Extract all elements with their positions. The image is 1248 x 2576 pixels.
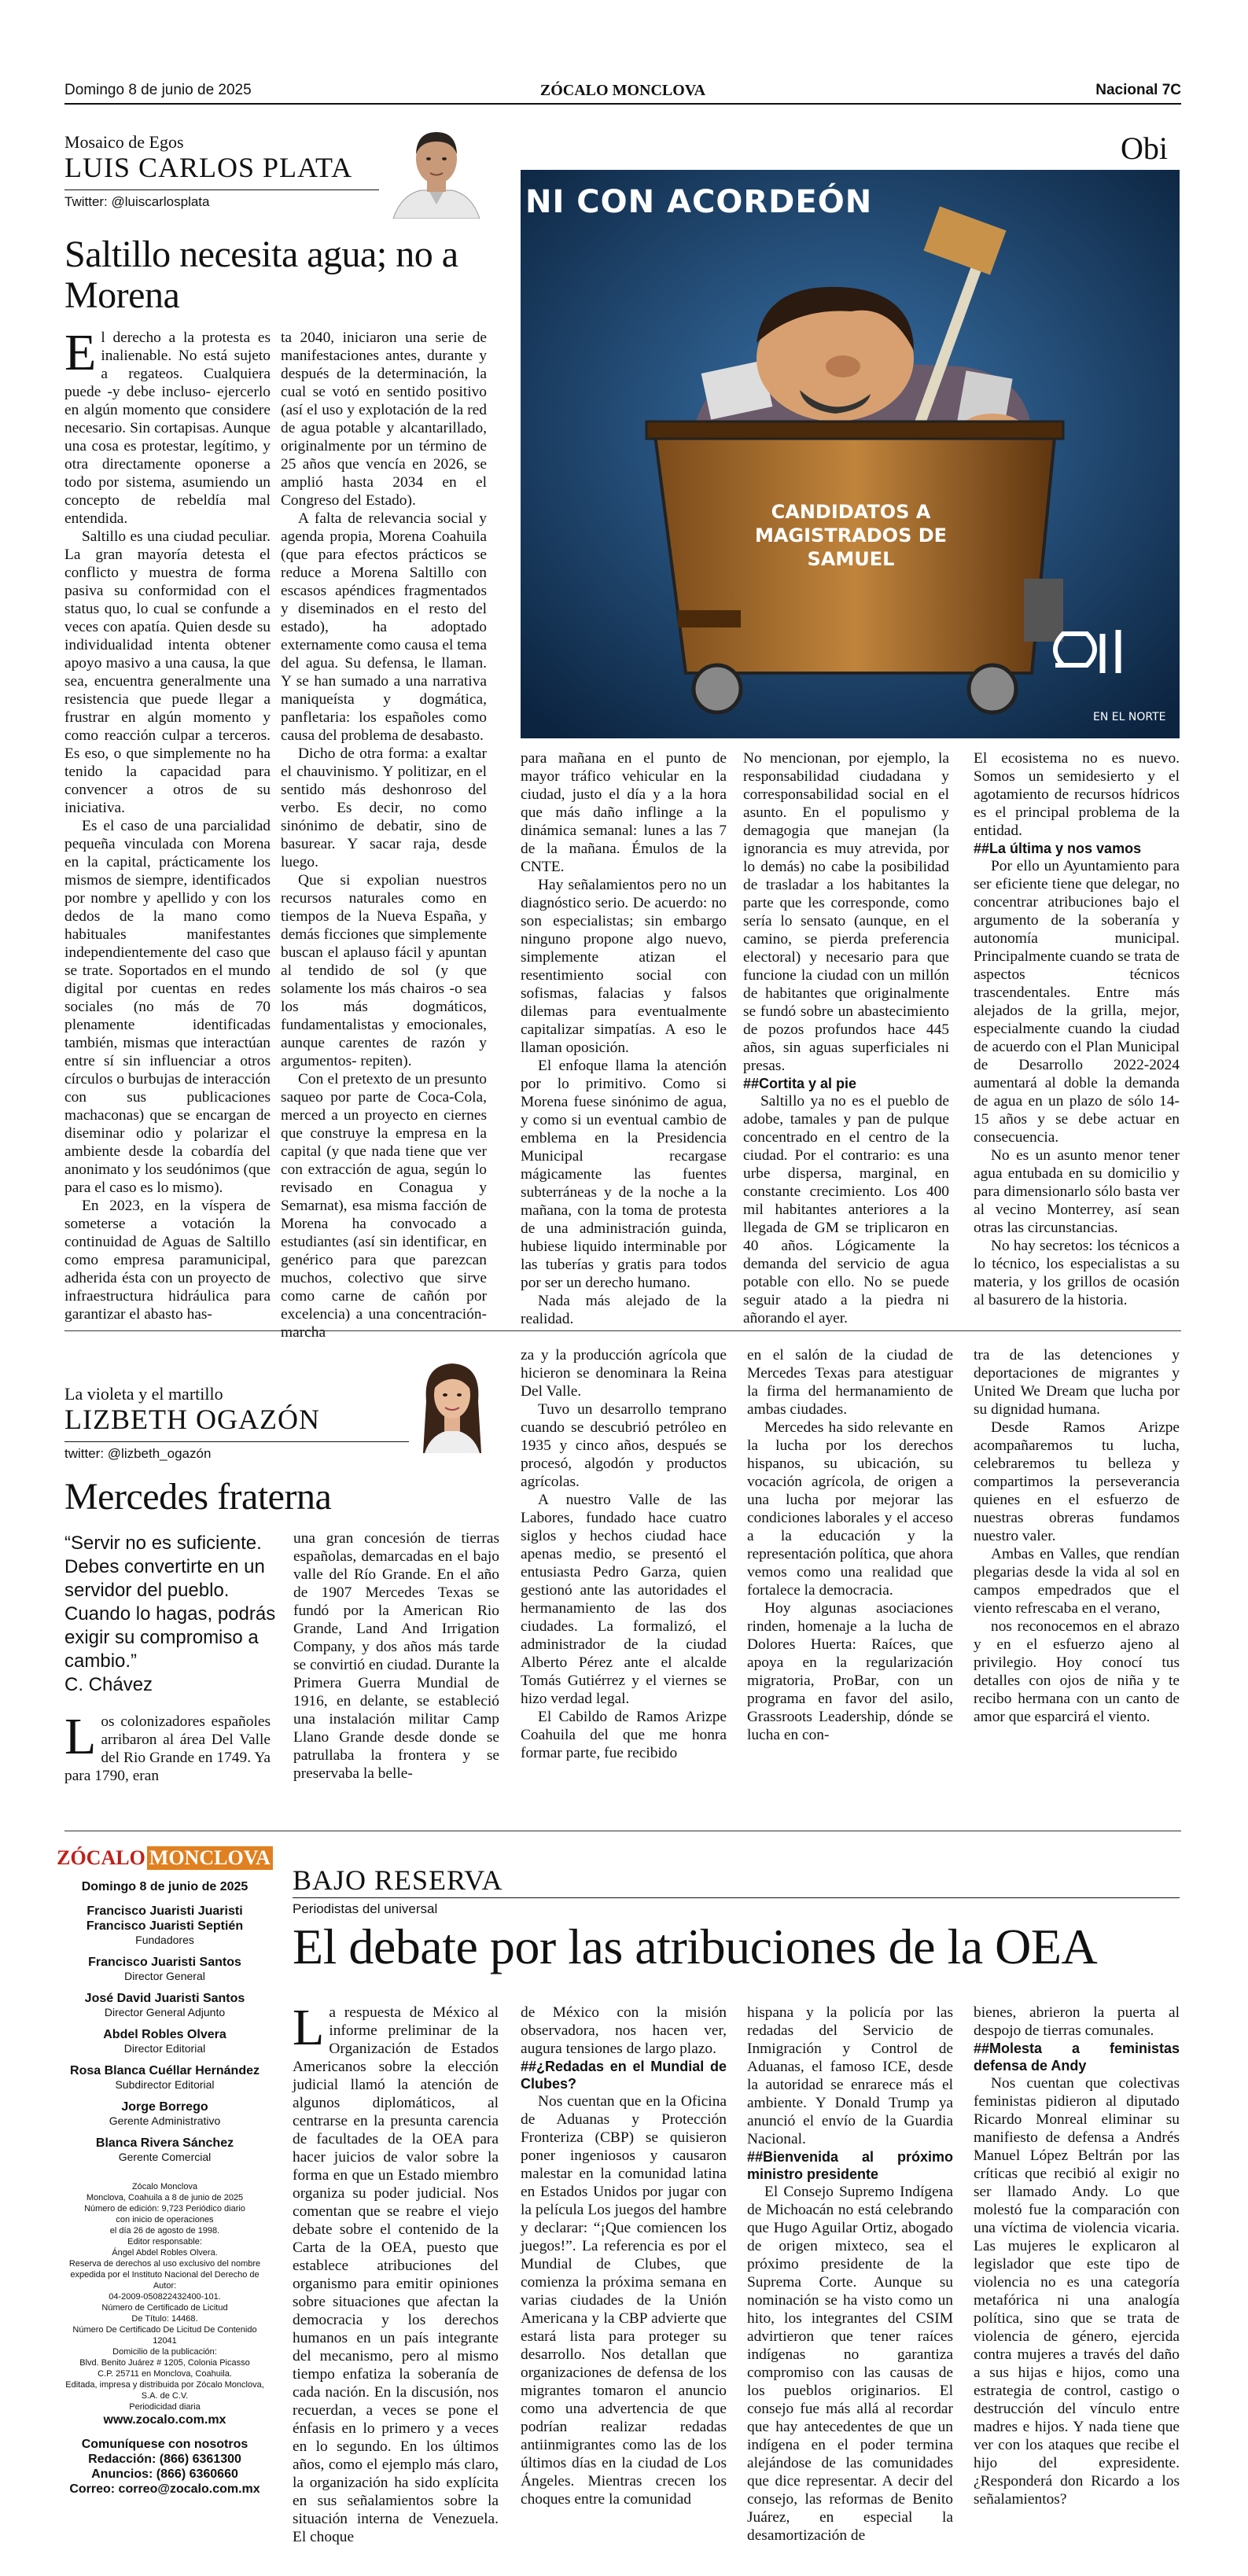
paragraph: Los colonizadores españoles arribaron al área Del Valle del Rio Grande en 1749. Ya para 1790, eran xyxy=(64,1708,271,1784)
col1-text-col-2 xyxy=(281,329,487,1341)
paragraph: de México con la misión observadora, nos hacen ver, augura tensiones de largo plazo. xyxy=(521,2004,727,2057)
col2-author-photo xyxy=(409,1354,495,1453)
masthead-legal: Zócalo Monclova Monclova, Coahuila a 8 de junio de 2025 Número de edición: 9,723 Periódico diario con inicio de operaciones el día 26 de agosto de 1998. Editor responsable: Ángel Abdel Robles Olvera. Reserva de derechos al uso exclusivo del nombre expedida por el Instituto Nacional del Derecho de Autor: 04-2009-050822432400-101. Número de Certificado de Licitud De Título: 14468. Número De Certificado De Licitud De Contenido 12041 Domicilio de la publicación: Blvd. Benito Juárez # 1205, Colonia Picasso C.P. 25711 en Monclova, Coahuila. Editada, impresa y distribuida por Zócalo Monclova, S.A. de C.V. Periodicidad diaria xyxy=(65,2182,264,2412)
staff-name: Jorge Borrego xyxy=(121,2100,208,2114)
col2-text-col-2 xyxy=(293,1529,499,1783)
header-page: Nacional 7C xyxy=(1095,82,1181,98)
staff-role: Gerente Administrativo xyxy=(109,2114,221,2127)
bajo-text-col-2 xyxy=(521,2004,727,2508)
staff-role: Director General Adjunto xyxy=(104,2006,226,2018)
paragraph: Es el caso de una parcialidad pequeña vinculada con Morena en la capital, prácticamente los mismos de siempre, identificados por nombre y apellido y con los dedos de la mano como habituales manifestantes independientemente del caso que se trate. Soportados en el mundo digital por cuentas en redes sociales (no más de 70 plenamente identificadas también, mismas que interactúan entre sí sin influenciar a otros círculos o burbujas de interacción con sus publicaciones machaconas) que se encargan de diseminar odio y polarizar el ambiente desde la cobardía del anonimato y los seudónimos (que para el caso es lo mismo). xyxy=(64,818,271,1196)
paragraph: Con el pretexto de un presunto saqueo por parte de Coca-Cola, merced a un proyecto en ciernes que construye la empresa en la capital (y que nada tiene que ver con extracción de agua, según lo revisado en Conagua y Semarnat), esa misma facción de Morena ha convocado a estudiantes (así sin identificar, en genérico para que parezcan muchos, colectivo que sirve como carne de cañón por excelencia) a una concentración-marcha xyxy=(281,1071,487,1341)
subheading: ##La última y nos vamos xyxy=(974,841,1142,856)
masthead-logo-right: MONCLOVA xyxy=(147,1846,273,1870)
paragraph: bienes, abrieron la puerta al despojo de tierras comunales. xyxy=(974,2004,1180,2039)
col2-author-rule xyxy=(64,1441,410,1442)
subheading: ##Molesta a feministas defensa de Andy xyxy=(974,2041,1180,2074)
paragraph: No hay secretos: los técnicos a lo técnico, los especialistas a su materia, y los grillos de ocasión al basurero de la historia. xyxy=(974,1238,1180,1308)
bajo-text-col-1 xyxy=(293,1999,499,2546)
bajo-text-col-4 xyxy=(974,2004,1180,2508)
cartoon-credit: EN EL NORTE xyxy=(1093,711,1166,723)
col2-twitter: twitter: @lizbeth_ogazón xyxy=(64,1446,212,1461)
staff-name: Francisco Juaristi Juaristi Francisco Juaristi Septién xyxy=(86,1904,244,1933)
header-date: Domingo 8 de junio de 2025 xyxy=(64,82,252,98)
drop-cap: L xyxy=(64,1708,97,1765)
bajo-rule xyxy=(293,1897,1180,1898)
paragraph: para mañana en el punto de mayor tráfico vehicular en la ciudad, justo el día y a la hora que más daño inflinge a la dinámica semanal: lunes a las 7 de la mañana. Émulos de la CNTE. xyxy=(521,750,727,875)
paragraph: En 2023, en la víspera de someterse a votación la continuidad de Aguas de Saltillo como empresa paramunicipal, adherida ésta con un proyecto de infraestructura hidráulica para garantizar el abasto has- xyxy=(64,1198,271,1323)
cartoon-can-text: CANDIDATOS A MAGISTRADOS DE SAMUEL xyxy=(754,501,948,570)
paragraph: Saltillo ya no es el pueblo de adobe, tamales y pan de pulque concentrado en el centro de la ciudad. Por el contrario: es una urbe dispersa, marginal, en constante crecimiento. Los 400 mil habitantes anteriores a la llegada de GM se triplicaron en 40 años. Lógicamente la demanda del servicio de agua potable con ello. No se puede seguir atado a la piedra ni añorando el ayer. xyxy=(743,1093,949,1327)
page-header xyxy=(64,82,1181,104)
col2-text-col-4 xyxy=(747,1346,953,1744)
cartoon xyxy=(521,170,1180,738)
col1-twitter: Twitter: @luiscarlosplata xyxy=(64,194,210,209)
paragraph: Ambas en Valles, que rendían plegarias desde la vida al sol en campos empedrados que el viento refrescaba en el verano, xyxy=(974,1546,1180,1617)
paragraph: El derecho a la protesta es inalienable. No está sujeto a regateos. Cualquiera puede -y debe incluso- ejercerlo en algún momento que considere necesario. Sin cortapisas. Aunque una cosa es protestar, legítimo, y otra directamente oponerse a todo por sistema, asumiendo un concepto de rebeldía mal entendida. xyxy=(64,324,271,527)
bajo-subtitle: Periodistas del universal xyxy=(293,1901,438,1916)
masthead-contact-2: Anuncios: (866) 6360660 xyxy=(91,2467,238,2481)
paragraph: A falta de relevancia social y agenda propia, Morena Coahuila (que para efectos prácticos se reduce a Morena Saltillo con escasos apéndices fragmentados y diseminados en el resto del estado), ha adoptado externamente como causa el tema del agua. Su defensa, le llaman. Y se han sumado a una narrativa maniqueísta y dogmática, panfletaria: los españoles como causa del problema de desabasto. xyxy=(281,510,487,744)
subheading: ##Bienvenida al próximo ministro presidente xyxy=(747,2149,953,2182)
paragraph: za y la producción agrícola que hicieron se denominara la Reina Del Valle. xyxy=(521,1347,727,1400)
paragraph: La respuesta de México al informe preliminar de la Organización de Estados Americanos sobre la elección judicial llamó la atención de algunos diplomáticos, al centrarse en la presunta carencia de facultades de la OEA para hacer juicios de valor sobre la forma en que un Estado miembro organiza su poder judicial. Nos comentan que se reabre el viejo debate sobre el contenido de la Carta de la OEA, puesto que establece atribuciones del organismo para emitir opiniones sobre situaciones que afectan la democracia y los derechos humanos en un país integrante del mecanismo, pero al mismo tiempo enfatiza la soberanía de cada nación. En la discusión, nos recuerdan, a veces se pone el énfasis en lo primero y a veces en lo segundo. En los últimos años, como el ejemplo más claro, la organización ha sido explícita en sus señalamientos sobre la situación interna de Venezuela. El choque xyxy=(293,1999,499,2545)
col2-byline xyxy=(64,1384,320,1436)
staff-role: Gerente Comercial xyxy=(118,2151,212,2163)
col1-author: LUIS CARLOS PLATA xyxy=(64,152,353,183)
masthead-contact-head: Comuníquese con nosotros xyxy=(81,2438,248,2451)
col2-quote-text: “Servir no es suficiente. Debes convertirte en un servidor del pueblo. Cuando lo hagas, podrás exigir su compromiso a cambio.” xyxy=(64,1533,276,1672)
paragraph: El ecosistema no es nuevo. Somos un semidesierto y el agotamiento de recursos hídricos es el principal problema de la entidad. xyxy=(974,750,1180,839)
header-rule xyxy=(64,103,1181,105)
col1-author-photo xyxy=(385,126,488,219)
paragraph: Dicho de otra forma: a exaltar el chauvinismo. Y politizar, en el sentido más deshonroso del verbo. Es decir, no como sinónimo de debatir, sino de basurear. Y sacar raja, desde luego. xyxy=(281,745,487,870)
subheading: ##¿Redadas en el Mundial de Clubes? xyxy=(521,2059,727,2092)
masthead-staff xyxy=(64,1904,265,2172)
subheading: ##Cortita y al pie xyxy=(743,1076,857,1091)
paragraph: Mercedes ha sido relevante en la lucha por los derechos hispanos, su ubicación, su vocación agrícola, de origen a una lucha por mejorar las condiciones laborales y el acceso a la educación y la representación política, que ahora vemos como una realidad que fortalece la democracia. xyxy=(747,1419,953,1599)
paragraph: Saltillo es una ciudad peculiar. La gran mayoría detesta el conflicto y muestra de forma pasiva su conformidad con el status quo, lo cual se confunde a veces con apatía. Quien desde su individualidad intenta obtener apoyo masivo a una causa, la que sea, encuentra generalmente una resistencia que puede llegar a frustrar en algún momento y como reacción culpar a terceros. Es eso, o que simplemente no ha tenido la capacidad para convencer a otros de su iniciativa. xyxy=(64,528,271,816)
cartoon-label: Obi xyxy=(1121,131,1168,166)
cartoon-illustration xyxy=(521,170,1180,738)
col2-text-col-5 xyxy=(974,1346,1180,1726)
drop-cap: L xyxy=(293,1999,325,2056)
col1-text-col-4 xyxy=(743,749,949,1327)
masthead-contact-1: Redacción: (866) 6361300 xyxy=(88,2453,241,2466)
bajo-section: BAJO RESERVA xyxy=(293,1864,503,1896)
cartoon-caption: NI CON ACORDEÓN xyxy=(525,184,873,220)
masthead-web: www.zocalo.com.mx xyxy=(103,2413,226,2427)
section-rule-1 xyxy=(64,1330,1181,1331)
col1-text-col-1 xyxy=(64,324,271,1323)
paragraph: El Consejo Supremo Indígena de Michoacán no está celebrando que Hugo Aguilar Ortiz, abogado de origen mixteco, sea el próximo presidente de la Suprema Corte. Aunque su nominación se ha visto como un hito, los integrantes del CSIM advirtieron que tener raíces indígenas no garantiza compromiso con las causas de los pueblos originarios. El consejo fue más allá al recordar que hay antecedentes de que un indígena en el poder termina alejándose de las comunidades que dice representar. A decir del consejo, las reformas de Benito Juárez, en especial la desamortización de xyxy=(747,2184,953,2544)
paragraph: Nada más alejado de la realidad. xyxy=(521,1293,727,1327)
masthead-logo-left: ZÓCALO xyxy=(57,1846,145,1869)
col2-text-col-1 xyxy=(64,1708,271,1785)
staff-name: José David Juaristi Santos xyxy=(84,1992,245,2005)
paragraph: No es un asunto menor tener agua entubada en su domicilio y para dimensionarlo sólo basta ver al vecino Monterrey, así sean otras las circunstancias. xyxy=(974,1147,1180,1236)
staff-name: Blanca Rivera Sánchez xyxy=(95,2136,234,2150)
staff-role: Fundadores xyxy=(135,1934,194,1946)
paragraph: en el salón de la ciudad de Mercedes Texas para atestiguar la firma del hermanamiento de ambas ciudades. xyxy=(747,1347,953,1418)
paragraph: hispana y la policía por las redadas del Servicio de Inmigración y Control de Aduanas, el famoso ICE, desde la autoridad se enrarece más el ambiente. Y Donald Trump ya anunció el envío de la Guardia Nacional. xyxy=(747,2004,953,2147)
col2-section: La violeta y el martillo xyxy=(64,1384,223,1404)
paragraph: nos reconocemos en el abrazo y en el esfuerzo ajeno al privilegio. Hoy conocí tus detalles con ojos de niña y te recibo hermana con un canto de amor que esparcirá el viento. xyxy=(974,1618,1180,1725)
paragraph: Hoy algunas asociaciones rinden, homenaje a la lucha de Dolores Huerta: Raíces, que apoya en la regularización migratoria, ProBar, con un programa en favor del asilo, Grassroots Leadership, dónde se lucha en con- xyxy=(747,1600,953,1743)
paragraph: Hay señalamientos pero no un diagnóstico serio. De acuerdo: no son especialistas; sin embargo ninguno propone algo nuevo, simplemente atizan el resentimiento social con sofismas, falacias y falsos dilemas para eventualmente capitalizar simpatías. A eso le llaman oposición. xyxy=(521,877,727,1056)
staff-role: Director General xyxy=(124,1970,205,1982)
paragraph: No mencionan, por ejemplo, la responsabilidad ciudadana y corresponsabilidad social en el asunto. En el populismo y demagogia que manejan (la ignorancia es muy atrevida, por lo demás) no cabe la posibilidad de trasladar a los habitantes la parte que les corresponde, como sería lo sensato (aunque, en el camino, se pierda preferencia electoral) y necesario para que funcione la ciudad con un millón de habitantes que originalmente se fundó sobre un abastecimiento de pozos profundos hace 445 años, sin aguas superficiales ni presas. xyxy=(743,750,949,1074)
col1-text-col-5 xyxy=(974,749,1180,1309)
paragraph: El enfoque llama la atención por lo primitivo. Como si Morena fuese sinónimo de agua, y como si un eventual cambio de emblema en la Presidencia Municipal recargase mágicamente las fuentes subterráneas y de la noche a la mañana, con la toma de protesta de una administración guinda, hubiese liquido interminable por las tuberías y gratis para todos por ser un derecho humano. xyxy=(521,1058,727,1291)
staff-name: Rosa Blanca Cuéllar Hernández xyxy=(70,2064,260,2077)
masthead-date: Domingo 8 de junio de 2025 xyxy=(81,1880,248,1893)
masthead-logo xyxy=(57,1844,271,1872)
col1-title: Saltillo necesita agua; no a Morena xyxy=(64,234,458,316)
paragraph: Desde Ramos Arizpe acompañaremos tu lucha, celebraremos tu belleza y compartimos la perseverancia quienes en el esfuerzo de nuestras obreras fundamos nuestro valer. xyxy=(974,1419,1180,1544)
col2-quote xyxy=(64,1532,277,1697)
col2-quote-author: C. Chávez xyxy=(64,1674,153,1695)
staff-role: Subdirector Editorial xyxy=(115,2078,215,2091)
col1-section: Mosaico de Egos xyxy=(64,132,184,152)
paragraph: Tuvo un desarrollo temprano cuando se descubrió petróleo en 1935 y cinco años, después se procesó, algodón y productos agrícolas. xyxy=(521,1401,727,1490)
paragraph: A nuestro Valle de las Labores, fundado hace cuatro siglos y hechos ciudad hace apenas medio, se presentó el entusiasta Pedro Garza, quien gestionó ante las autoridades el hermanamiento de las dos ciudades. La formalizó, el administrador de la ciudad Alberto Pérez ante el alcalde Tomás Gutiérrez y el viernes se hizo verdad legal. xyxy=(521,1492,727,1707)
masthead-contact-3: Correo: correo@zocalo.com.mx xyxy=(69,2482,260,2496)
drop-cap: E xyxy=(64,324,97,381)
col1-text-col-3 xyxy=(521,749,727,1328)
paragraph: Que si expolian nuestros recursos naturales como en tiempos de la Nueva España, y demás ficciones que simplemente buscan el aplauso fácil y apuntan al tendido de sol (y que solamente los más chairos -o sea los más dogmáticos, fundamentalistas y emocionales, aunque carentes de razón y argumentos- repiten). xyxy=(281,872,487,1069)
paragraph: Nos cuentan que en la Oficina de Aduanas y Protección Fronteriza (CBP) se quisieron poner ingeniosos y causaron malestar en la comunidad latina en Estados Unidos por jugar con la película Los juegos del hambre y declarar: “¡Que comiencen los juegos!”. La referencia es por el Mundial de Clubes, que comienza la próxima semana en varias ciudades de la Unión Americana y la CBP advierte que estará lista para proteger su desarrollo. Nos detallan que organizaciones de defensa de los migrantes tomaron el anuncio como una advertencia de que podrían realizar redadas antiinmigrantes como las de los últimos días en la ciudad de Los Ángeles. Mientras crecen los choques entre la comunidad xyxy=(521,2093,727,2508)
staff-name: Abdel Robles Olvera xyxy=(103,2028,226,2041)
staff-name: Francisco Juaristi Santos xyxy=(88,1956,241,1969)
paragraph: tra de las detenciones y deportaciones de migrantes y United We Dream que lucha por su dignidad humana. xyxy=(974,1347,1180,1418)
staff-role: Director Editorial xyxy=(123,2042,206,2055)
header-paper: ZÓCALO MONCLOVA xyxy=(539,82,706,99)
col2-author: LIZBETH OGAZÓN xyxy=(64,1404,320,1435)
col1-byline xyxy=(64,132,352,184)
paragraph: Por ello un Ayuntamiento para ser eficiente tiene que delegar, no concentrar atribuciones bajo el argumento de la soberanía y autonomía municipal. Principalmente cuando se trata de aspectos técnicos trascendentales. Entre más alejados de la grilla, mejor, especialmente cuando la ciudad de acuerdo con el Plan Municipal de Desarrollo 2022-2024 aumentará al doble la demanda de agua en un plazo de sólo 14-15 años y se debe actuar en consecuencia. xyxy=(974,858,1180,1146)
bajo-title: El debate por las atribuciones de la OEA xyxy=(293,1919,1098,1974)
bajo-text-col-3 xyxy=(747,2004,953,2545)
col2-text-col-3 xyxy=(521,1346,727,1762)
masthead xyxy=(64,1879,265,2497)
paragraph: ta 2040, iniciaron una serie de manifestaciones antes, durante y después de la determinación, la cual se votó en sentido positivo (así el uso y explotación de la red de agua potable y alcantarillado, originalmente por un término de 25 años que vencía en 2026, se amplió hasta 2034 en el Congreso del Estado). xyxy=(281,329,487,509)
paragraph: una gran concesión de tierras españolas, demarcadas en el bajo valle del Río Grande. En el año de 1907 Mercedes Texas se fundó por la American Rio Grande, Land And Irrigation Company, y dos años más tarde se convirtió en ciudad. Durante la Primera Guerra Mundial de 1916, en delante, se estableció una instalación militar Camp Llano Grande desde donde se patrullaba la frontera y se preservaba la belle- xyxy=(293,1530,499,1782)
paragraph: El Cabildo de Ramos Arizpe Coahuila del que me honra formar parte, fue recibido xyxy=(521,1709,727,1761)
paragraph: Nos cuentan que colectivas feministas pidieron al diputado Ricardo Monreal eliminar su manifiesto de defensa a Andrés Manuel López Beltrán por las críticas que recibió al exigir no ser llamado Andy. Lo que molestó fue la comparación con una víctima de violencia vicaria. Las mujeres le explicaron al legislador que este tipo de violencia no es una categoría metafórica ni una analogía política, sino que se trata de violencia de género, ejercida contra mujeres a través del daño a sus hijas e hijos, como una estrategia de control, castigo o destrucción del vínculo entre madres e hijos. Y nada tiene que ver con los ataques que recibe el hijo del expresidente. ¿Responderá don Ricardo a los señalamientos? xyxy=(974,2075,1180,2508)
col2-title: Mercedes fraterna xyxy=(64,1476,332,1518)
